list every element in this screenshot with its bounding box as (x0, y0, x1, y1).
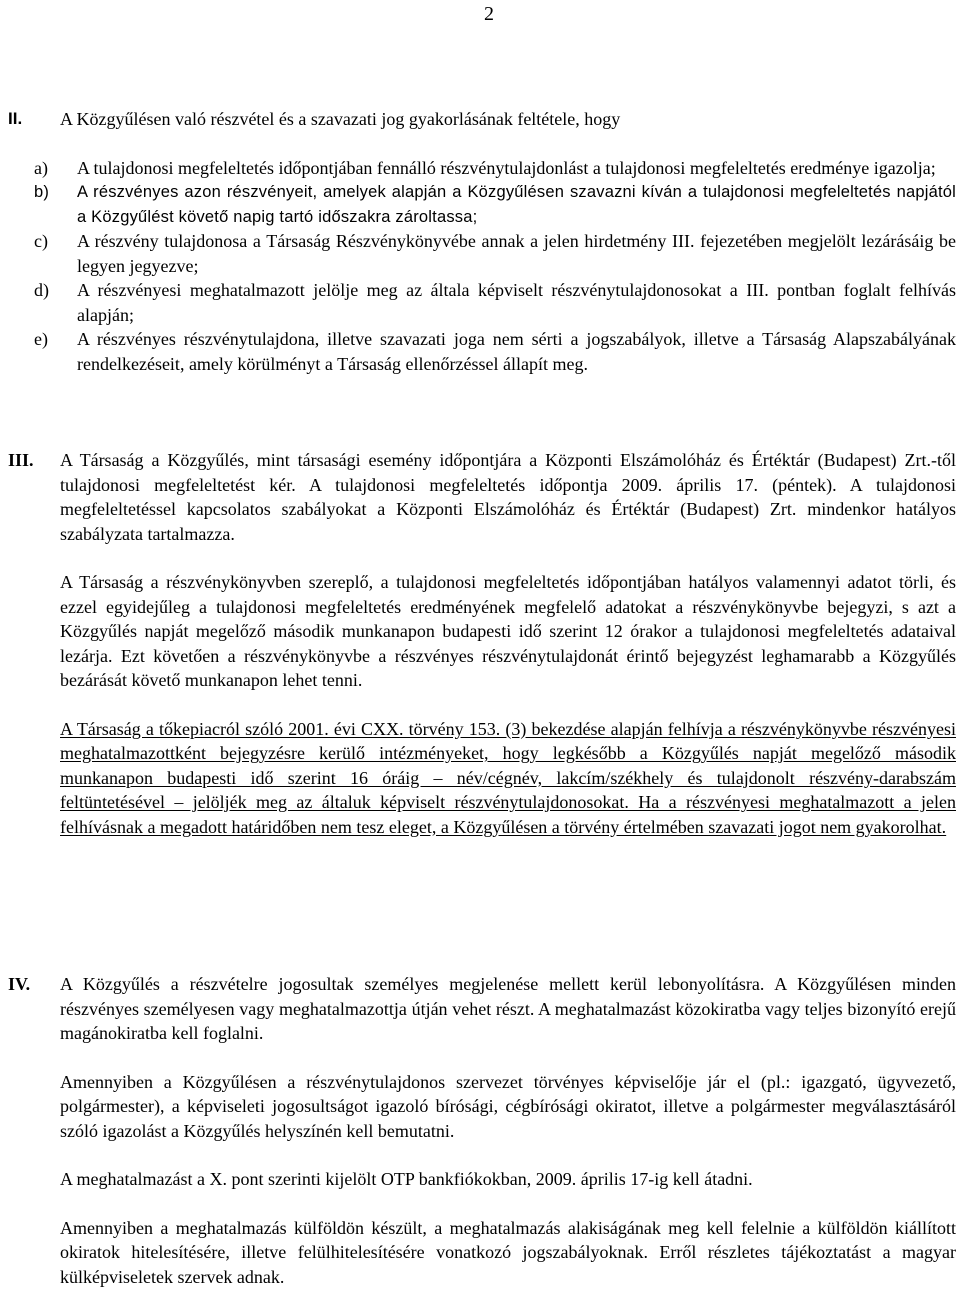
section-intro: A Közgyűlésen való részvétel és a szavazati jog gyakorlásának feltétele, hogy (60, 109, 621, 129)
list-item (34, 180, 956, 229)
list-letter: e) (34, 329, 48, 349)
section-number: IV. (8, 974, 31, 994)
list-item-text: A részvényesi meghatalmazott jelölje meg az általa képviselt részvénytulajdonosokat a III. pontban foglalt felhívás alapján; (77, 280, 956, 325)
underlined-paragraph: A Társaság a tőkepiacról szóló 2001. évi CXX. törvény 153. (3) bekezdése alapján felhívja a részvénykönyvbe részvényesi meghatalmazottként bejegyzésre kerülő intézményeket, hogy legkésőbb a Közgyűlés napját megelőző második munkanapon budapesti idő szerint 16 óráig – név/cégnév, lakcím/székhely és tulajdonolt részvény-darabszám feltüntetésével – jelöljék meg az általuk képviselt részvénytulajdonosokat. Ha a részvényesi meghatalmazott a jelen felhívásnak a megadott határidőben nem tesz eleget, a Közgyűlésen a törvény értelmében szavazati jogot nem gyakorolhat. (60, 718, 956, 837)
list-letter: a) (34, 157, 48, 178)
section-ii (8, 107, 956, 376)
section-iii (8, 448, 956, 839)
paragraph: A meghatalmazást a X. pont szerinti kijelölt OTP bankfiókokban, 2009. április 17-ig kell átadni. (60, 1169, 753, 1189)
list-letter: d) (34, 280, 49, 300)
section-number: III. (8, 450, 34, 470)
paragraph: A Társaság a Közgyűlés, mint társasági esemény időpontjára a Központi Elszámolóház és Értéktár (Budapest) Zrt.-től tulajdonosi megfeleltetést kér. A tulajdonosi megfeleltetés időpontja 2009. április 17. (péntek). A tulajdonosi megfeleltetéssel kapcsolatos szabályokat a Központi Elszámolóház és Értéktár (Budapest) Zrt. mindenkor hatályos szabályzata tartalmazza. (60, 450, 956, 544)
condition-list (34, 156, 956, 377)
list-item (34, 156, 956, 181)
page-number: 2 (484, 3, 494, 25)
list-item (34, 327, 956, 376)
section-iv (8, 972, 956, 1289)
list-item-text: A részvényes részvénytulajdona, illetve szavazati joga nem sérti a jogszabályok, illetve a Társaság Alapszabályának rendelkezéseit, amely körülményt a Társaság ellenőrzéssel állapít meg. (77, 329, 956, 374)
section-number: II. (8, 109, 23, 128)
list-item-text: A részvény tulajdonosa a Társaság Részvénykönyvébe annak a jelen hirdetmény III. fejezetében megjelölt lezárásáig be legyen jegyezve; (77, 231, 956, 276)
list-item (34, 278, 956, 327)
list-letter: b) (34, 183, 50, 201)
list-item-text: A részvényes azon részvényeit, amelyek alapján a Közgyűlésen szavazni kíván a tulajdonosi megfeleltetés napjától a Közgyűlést követő napig tartó időszakra zároltassa; (77, 183, 956, 226)
paragraph: A Közgyűlés a részvételre jogosultak személyes megjelenése mellett kerül lebonyolításra. A Közgyűlésen minden részvényes személyesen vagy meghatalmazottja útján vehet részt. A meghatalmazást közokiratba vagy teljes bizonyító erejű magánokiratba kell foglalni. (60, 974, 956, 1043)
list-letter: c) (34, 231, 48, 251)
paragraph: Amennyiben a meghatalmazás külföldön készült, a meghatalmazás alakiságának meg kell felelnie a külföldön kiállított okiratok hitelesítésére, illetve felülhitelesítésére vonatkozó jogszabályoknak. Erről részletes tájékoztatást a magyar külképviseletek szervek adnak. (60, 1217, 956, 1287)
list-item (34, 229, 956, 278)
list-item-text: A tulajdonosi megfeleltetés időpontjában fennálló részvénytulajdonlást a tulajdonosi megfeleltetés eredménye igazolja; (77, 157, 936, 178)
paragraph: A Társaság a részvénykönyvben szereplő, a tulajdonosi megfeleltetés időpontjában hatályos valamennyi adatot törli, és ezzel egyidejűleg a tulajdonosi megfeleltetés eredményének megfelelő adatokat a részvénykönyvbe bejegyzi, s azt a Közgyűlés napját megelőző második munkanapon budapesti idő szerint 12 órakor a tulajdonosi megfeleltetés adataival lezárja. Ezt követően a részvénykönyvbe a részvényes részvénytulajdonát érintő bejegyzést leghamarabb a Közgyűlés bezárását követő munkanapon lehet tenni. (60, 572, 956, 690)
paragraph: Amennyiben a Közgyűlésen a részvénytulajdonos szervezet törvényes képviselője jár el (pl.: igazgató, ügyvezető, polgármester), a képviseleti jogosultságot igazoló bírósági, cégbírósági okiratot, illetve a polgármester megválasztásáról szóló igazolást a Közgyűlés helyszínén kell bemutatni. (60, 1071, 956, 1141)
